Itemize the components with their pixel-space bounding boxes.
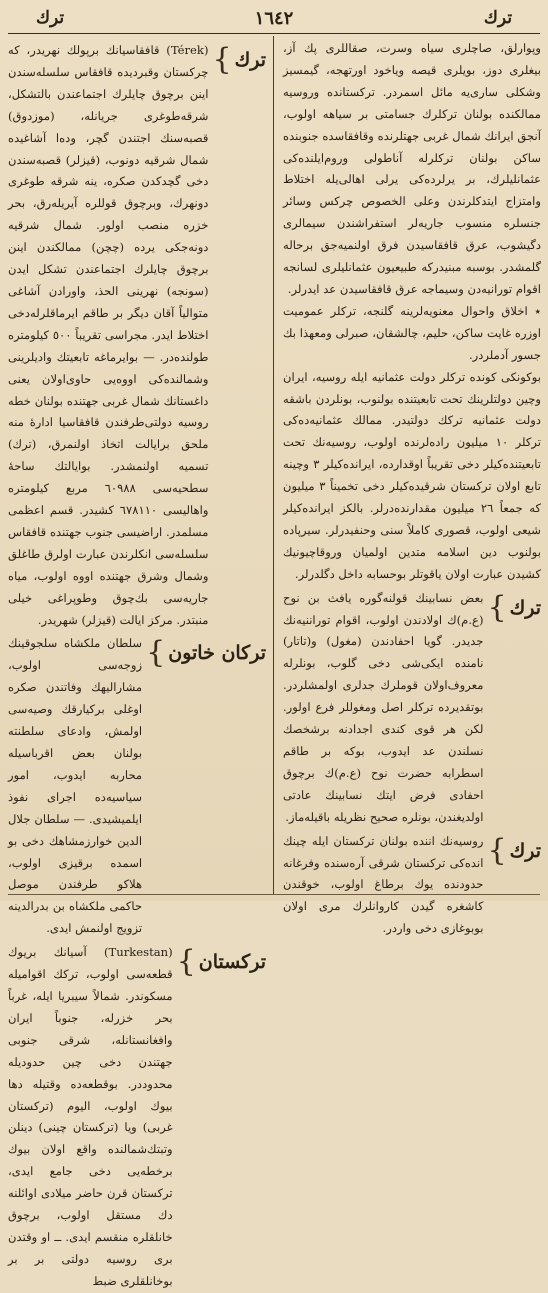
brace-glyph: } bbox=[487, 589, 507, 625]
brace-glyph: } bbox=[487, 832, 507, 868]
entry-headword: ترك bbox=[509, 839, 541, 862]
header-rule bbox=[8, 33, 540, 34]
entry-headword: ترك bbox=[509, 596, 541, 619]
paragraph: وپوارلق، صاچلری سیاه وسرت، صقاللری پك آز، بیغلری دوز، بویلری قیصه ویاخود اورتهجه، گیمسیز وشكلی ساری‌یه مائل اسمردر. تركستانده وروسیه ممالكنده بولنان تركلرك جسامتی بر سیاهه اولوب، آنجق ایرانك شمال غربی جهتلرنده وقافقاسده جنوبنده ساكن بولنان تركلرله آناطولی وروم‌ایلنده‌كی عثمانلیلرك، بر یرلرده‌كی یرلی اهالی‌یله اختلاط وامتزاج ایتدكلرندن وعلی الخصوص چركس وسائر جنسلره منسوب جاریه‌لر استفراشندن سیمالری دگیشوب، عرق قافقاسیدن فرق اولنمیه‌جق برحاله گلمشدر. بوسبه مبنیدركه طبیعیون عثمانلیلری لسانجه اقوام تورانیه‌دن وسیماجه عرق قافقاسیدن عد ایدرلر. bbox=[283, 41, 541, 296]
running-head-right: ترك bbox=[483, 8, 513, 28]
paragraph: بوكونكی كونده تركلر دولت عثمانیه ایله روسیه، ایران وچین دولتلرینك تحت تابعیتنده بولنوب، بونلردن باشقه دولت عثمانیه تركك دولتیدر. ممالك عثمانیه‌ده‌كی تركلر ١٠ میلیون راده‌لرنده اولوب، روسیه‌نك تحت تابعیتنده‌كیلر دخی تقریباً اوقدارده، ایرانده‌كیلر ٣ وچینه تابع اولان تركستان شرقیده‌كیلر دخی تخمیناً ٣ میلیون كه جمعاً ٢٦ میلیون مقدارنده‌درلر. بالكز ایرانده‌كیلر شیعی اولوب، قصوری كاملاً سنی وحنفیدرلر. سیرپاده بولنوب دین اسلامه متدین اولمیان وروقاچیونیك كشیدن عبارت اولان یاقوتلر بوحسابه داخل دگلدرلر. bbox=[283, 369, 541, 581]
entry-text: روسیه‌نك اننده بولنان تركستان ایله چینك انده‌كی تركستان شرقی آره‌سنده وفرغانه حدودنده یوك برطاغ اولوب، خوقندن كاشغره گیدن كاروانلرك مری اولان بوبوغازی دخی واردر. bbox=[283, 833, 484, 936]
entry-text: بعض نسابینك قولنه‌گوره یافث بن نوح (ع.م)ك اولادندن اولوب، اقوام توراننیه‌نك جدیدر. گویا احفادندن (مغول) و(تاتار) نامنده ایكی‌شی دخی گلوب، بونلرله معروف‌اولان قوملرك جدلری اولمشلردر. بوتقدیرده تركلر اصل ومغوللر فرع اولور. لكن هر قوی كندی اجدادنه برشخصك نسلندن عد ایدوب، بوكه بر طاقم اسطرابه حضرت نوح (ع.م)ك برچوق احفادی فرض ایتك نسابینك عادتی اولدیغندن، بونلره صحیح نظریله باقیله‌ماز. bbox=[283, 590, 484, 824]
column-divider bbox=[273, 36, 274, 894]
entry-text: (Térek) قافقاسیانك برپولك نهریدر، كه چركستان وقبردیده قافقاس سلسله‌سندن اینن برچوق چایلرك اجتماعندن بالتشكل، شرقه‌طوغری جریانله، (موزدوق) قصبه‌سنك اجتندن گچر، وده‌ا آشاغیده شمال شرقیه دونوب، (قیزلر) قصبه‌سندن دخی گچدكدن صكره، ینه شرقه طوغری دونهرك، وبرچوق قوللره آیریله‌رق، بحر خزره منصب اولور. شمال شرقیه دونه‌جكی یرده (چچن) ممالكندن اینن برچوق چایلرك اجتماعندن تشكل ایدن (سونجه) نهرینی الحذ، واورادن آشاغی متوالیاً آقان دیگر بر طاقم ایرماقلرله‌دخی اختلاط ایدر. مجراسی تقریباً ٥٠٠ كیلومتره طولنده‌در. — بوایرماغه تابعیتك وادیلرینی وشمالنده‌كی اووه‌یی حاوی‌اولان یعنی داغستانك شمال غربی جهتنده بولنان خطه روسیه دولتی‌طرفندن قافقاسیا ادارهٔ منه ملحق برایالت اتخاذ اولنمرق، (ترك) تسمیه اولنمشدر. بوایالتك ساحهٔ سطحیه‌سی ٦٠٩٨٨ مربع كیلومتره واهالیسی ٦٧٨١١٠ كشیدر. قسم اعظمی مسلمدر. اراضیسی جنوب جهتنده قافقاس سلسله‌سی انكلرندن عبارت اولرق طاغلق وشمال وشرق جهتنده اووه اولوب، میاه جاریه‌سی بك‌چوق وطوپراغی خیلی منبتدر. مركز ایالت (قیزلر) شهریدر. bbox=[8, 43, 209, 627]
entry-headword: تركان خاتون bbox=[168, 642, 266, 665]
left-column bbox=[8, 38, 266, 1288]
footer-rule bbox=[8, 894, 540, 895]
entry-text: سلطان ملكشاه سلجوقینك زوجه‌سی اولوب، مشاراليهك وفاتندن صكره اوغلی بركیارقك وصیه‌سی اولمش، وادعای سلطنته بولنان بعض اقرباسیله محاربه ایدوب، امور سیاسیه‌ده اجرای نفوذ ایلمیشیدی. — سلطان جلال الدین خوارزمشاهك دخی بو اسمده برقیزی اولوب، هلاكو طرفندن موصل حاكمی ملكشاه بن بدرالدینه تزویج اولنمش ایدی. bbox=[8, 636, 143, 936]
page-number: ١٦٤٢ bbox=[254, 7, 294, 29]
entry-headword: ترك bbox=[234, 49, 266, 71]
paragraph: ٭ اخلاق واحوال معنویه‌لرینه گلنجه، تركلر عمومیت اوزره غایت ساكن، حلیم، چالشقان، صبرلی ومعهذا بك جسور آدملردر. bbox=[283, 303, 541, 362]
entry-headword: تركستان bbox=[198, 951, 266, 974]
running-head-left: ترك bbox=[35, 8, 65, 28]
entry-body: آسیانك بریوك قطعه‌سی اولوب، تركك اقوامیله مسكوندر. شمالاً سیبریا ایله، غرباً بحر خزرله، جنوباً ایران وافغانستانله، شرقی جنوبی جهتندن دخی چین حدودیله محدوددر. بوقطعه‌ده وقتیله دها بیوك اولوب، الیوم (تركستان غربی) ویا (تركستان چینی) دینلن وتبتك‌شمالنده واقع اولان بیوك برخطه‌یی دخی جامع ایدی، تركستان قرن حاضر میلادی اوائلنه دك مستقل اولوب، برچوق خانلقلره منقسم ایدی. ــ او وقتدن بری روسیه دولتی بر بر بوخانلقلری ضبط bbox=[8, 945, 173, 1288]
right-column bbox=[283, 38, 541, 936]
latin-term: Térek bbox=[170, 43, 204, 57]
entry-terek bbox=[8, 40, 266, 631]
entry-terk-ancestor bbox=[283, 588, 541, 829]
entry-body: قافقاسیانك برپولك نهریدر، كه چركستان وقبردیده قافقاس سلسله‌سندن اینن برچوق چایلرك اجتماعندن بالتشكل، شرقه‌طوغری جریانله، (موزدوق) قصبه‌سنك اجتندن گچر، وده‌ا آشاغیده شمال شرقیه دونوب، (قیزلر) قصبه‌سندن دخی گچدكدن صكره، ینه شرقه طوغری دونهرك، وبرچوق قوللره آیریله‌رق، بحر خزره منصب اولور. شمال شرقیه دونه‌جكی یرده (چچن) ممالكندن اینن برچوق چایلرك اجتماعندن تشكل ایدن (سونجه) نهرینی الحذ، واورادن آشاغی متوالیاً آقان دیگر بر طاقم ایرماقلرله‌دخی اختلاط ایدر. مجراسی تقریباً ٥٠٠ كیلومتره طولنده‌در. — بوایرماغه تابعیتك وادیلرینی وشمالنده‌كی اووه‌یی حاوی‌اولان یعنی داغستانك شمال غربی جهتنده بولنان خطه روسیه دولتی‌طرفندن قافقاسیا ادارهٔ منه ملحق برایالت اتخاذ اولنمرق، (ترك) تسمیه اولنمشدر. بوایالتك ساحهٔ سطحیه‌سی ٦٠٩٨٨ مربع كیلومتره واهالیسی ٦٧٨١١٠ كشیدر. قسم اعظمی مسلمدر. اراضیسی جنوب جهتنده قافقاس سلسله‌سی انكلرندن عبارت اولرق طاغلق وشمال وشرق جهتنده اووه اولوب، میاه جاریه‌سی بك‌چوق وطوپراغی خیلی منبتدر. مركز ایالت (قیزلر) شهریدر. bbox=[8, 43, 209, 627]
entry-text: (Turkestan) آسیانك بریوك قطعه‌سی اولوب، تركك اقوامیله مسكوندر. شمالاً سیبریا ایله، غرباً بحر خزرله، جنوباً ایران وافغانستانله، شرقی جنوبی جهتندن دخی چین حدودیله محدوددر. بوقطعه‌ده وقتیله دها بیوك اولوب، الیوم (تركستان غربی) ویا (تركستان چینی) دینلن وتبتك‌شمالنده واقع اولان بیوك برخطه‌یی دخی جامع ایدی، تركستان قرن حاضر میلادی اوائلنه دك مستقل اولوب، برچوق خانلقلره منقسم ایدی. ــ او وقتدن بری روسیه دولتی بر بر بوخانلقلری ضبط bbox=[8, 945, 173, 1288]
brace-glyph: } bbox=[176, 944, 196, 980]
brace-glyph: } bbox=[212, 42, 232, 77]
brace-glyph: } bbox=[146, 635, 166, 671]
latin-term: Turkestan bbox=[108, 945, 169, 960]
entry-turkestan bbox=[8, 942, 266, 1293]
entry-terk-mountain bbox=[283, 831, 541, 941]
page-header bbox=[10, 4, 538, 32]
